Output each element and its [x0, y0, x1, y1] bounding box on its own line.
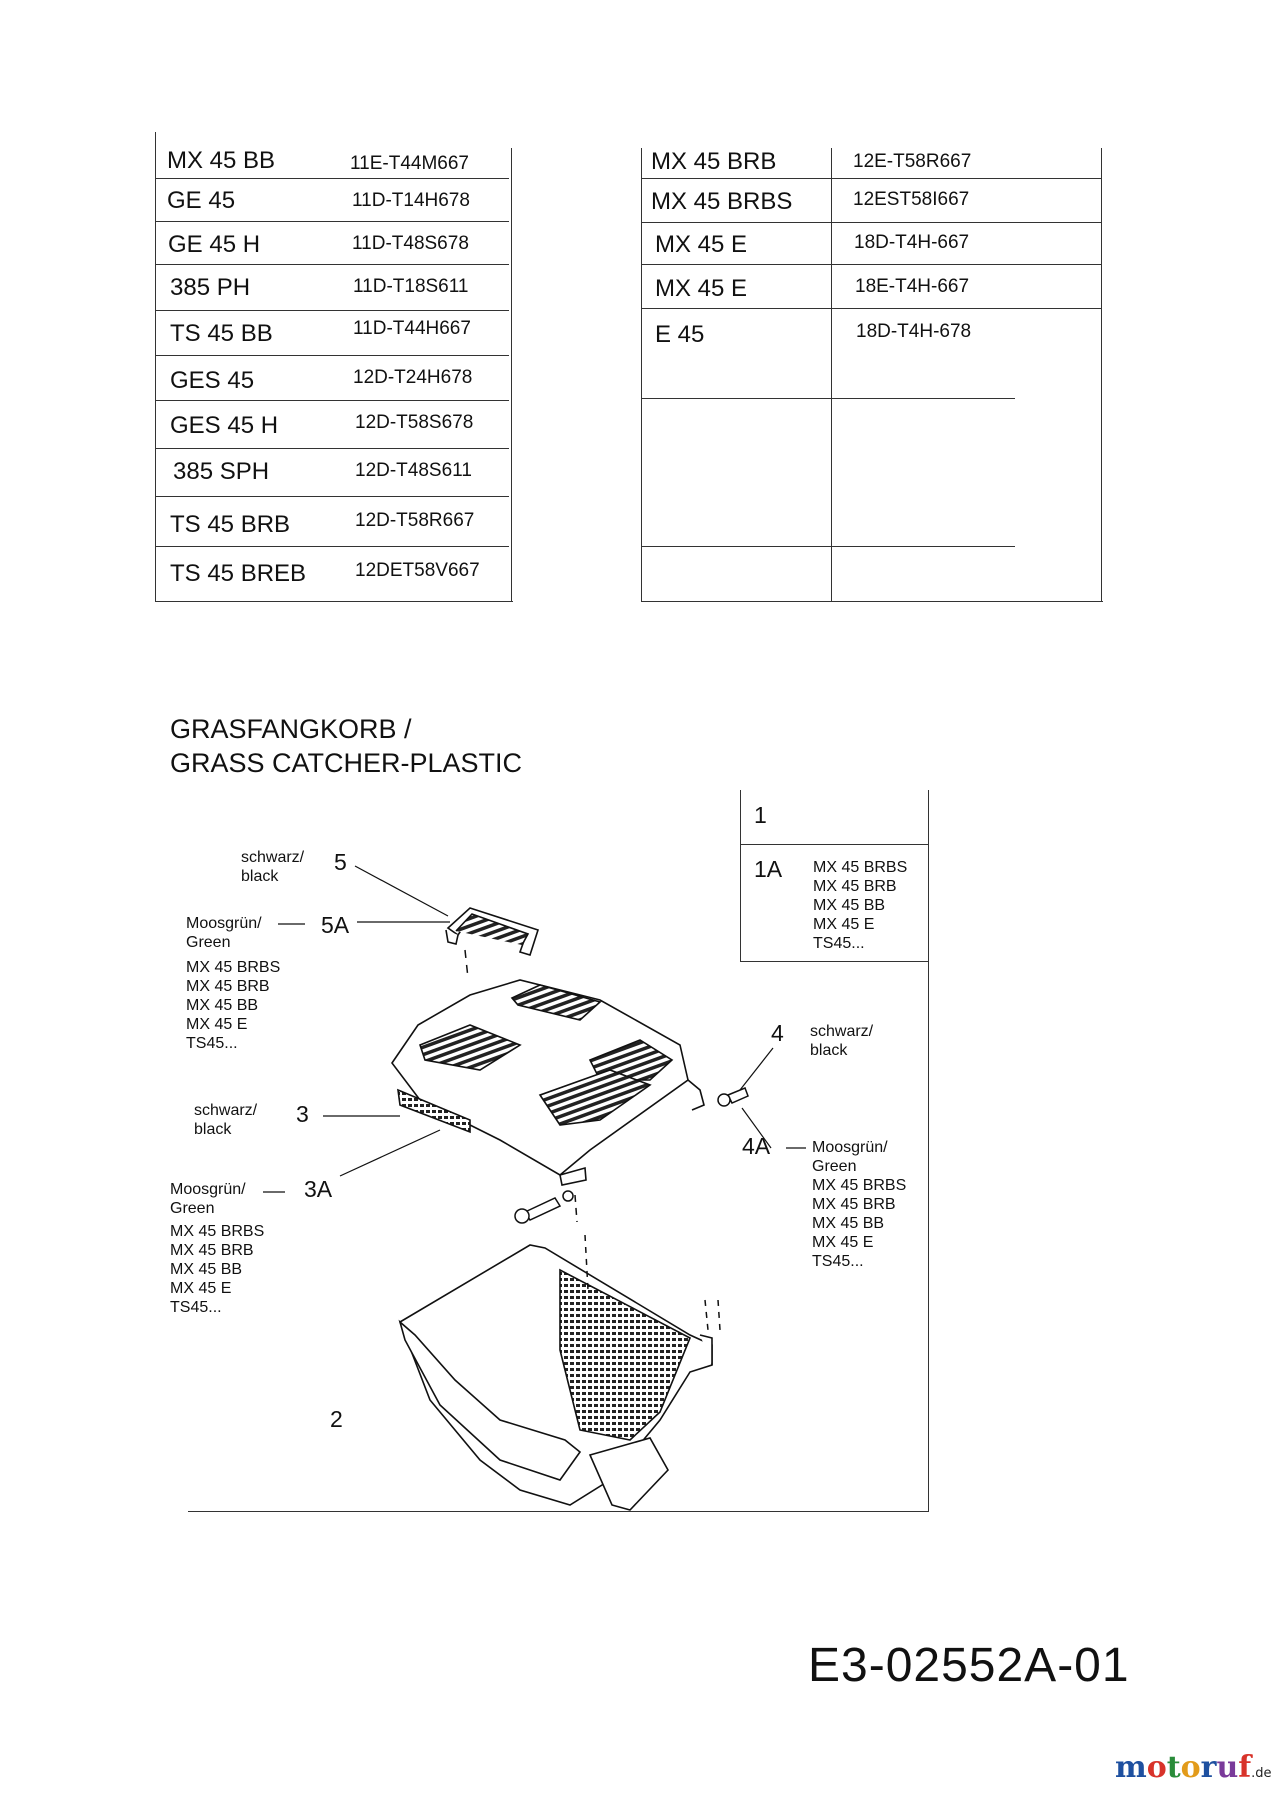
callout-3-number: 3	[296, 1101, 309, 1127]
model-name: MX 45 E	[655, 231, 748, 258]
bolt-part-right	[718, 1088, 748, 1106]
model-code: 18E-T4H-667	[855, 276, 970, 297]
callout-3a-number: 3A	[304, 1176, 333, 1202]
callout-5a-number: 5A	[321, 912, 350, 938]
bolt-part-left	[515, 1191, 573, 1223]
legend-item-1a: 1A	[754, 856, 783, 882]
legend-item-1: 1	[754, 802, 767, 828]
callout-5a-label: Moosgrün/ Green MX 45 BRBS MX 45 BRB MX 45 BB MX 45 E TS45...	[186, 915, 281, 1052]
title-line-en: GRASS CATCHER-PLASTIC	[170, 748, 523, 778]
callout-3a-label: Moosgrün/ Green MX 45 BRBS MX 45 BRB MX 45 BB MX 45 E TS45...	[170, 1181, 265, 1316]
model-name: MX 45 BB	[167, 147, 276, 174]
model-name: TS 45 BB	[170, 320, 273, 347]
model-name: MX 45 E	[655, 275, 748, 302]
model-name: TS 45 BRB	[170, 511, 291, 538]
model-code: 12DET58V667	[355, 560, 480, 581]
model-code: 18D-T4H-678	[856, 321, 972, 342]
model-code: 12E-T58R667	[853, 151, 972, 172]
model-code: 12D-T48S611	[355, 460, 472, 481]
model-name: TS 45 BREB	[170, 560, 307, 587]
model-name: MX 45 BRBS	[651, 188, 793, 215]
model-code: 12D-T58R667	[355, 510, 475, 531]
callout-2-number: 2	[330, 1406, 343, 1432]
callout-4a-label: Moosgrün/ Green MX 45 BRBS MX 45 BRB MX 45 BB MX 45 E TS45...	[812, 1139, 907, 1270]
model-code: 12EST58I667	[853, 189, 970, 210]
legend-model-list: MX 45 BRBS MX 45 BRB MX 45 BB MX 45 E TS45...	[813, 859, 908, 952]
model-code: 11D-T48S678	[352, 233, 469, 254]
model-name: E 45	[655, 321, 705, 348]
model-name: GES 45	[170, 367, 255, 394]
callout-5-label: schwarz/ black	[241, 849, 305, 885]
model-code: 11D-T14H678	[352, 190, 470, 211]
model-code: 18D-T4H-667	[854, 232, 970, 253]
basket-part	[400, 1245, 712, 1510]
brand-logo: motoruf.de	[1115, 1750, 1272, 1785]
callout-4a-number: 4A	[742, 1133, 771, 1159]
model-code: 12D-T24H678	[353, 367, 473, 388]
callout-5-number: 5	[334, 849, 347, 875]
callout-3-label: schwarz/ black	[194, 1102, 258, 1138]
callout-4-label: schwarz/ black	[810, 1023, 874, 1059]
model-code: 12D-T58S678	[355, 412, 474, 433]
model-name: GE 45 H	[168, 231, 261, 258]
model-name: 385 PH	[170, 274, 251, 301]
drawing-reference-number: E3-02552A-01	[808, 1639, 1130, 1692]
model-name: 385 SPH	[173, 458, 270, 485]
lid-part	[392, 980, 704, 1185]
callout-4-number: 4	[771, 1020, 784, 1046]
model-name: GE 45	[167, 187, 236, 214]
model-code: 11E-T44M667	[350, 153, 469, 174]
model-code: 11D-T44H667	[353, 318, 471, 339]
title-line-de: GRASFANGKORB /	[170, 714, 412, 744]
model-name: MX 45 BRB	[651, 148, 777, 175]
model-name: GES 45 H	[170, 412, 279, 439]
model-code: 11D-T18S611	[353, 276, 469, 297]
handle-part	[446, 908, 538, 955]
